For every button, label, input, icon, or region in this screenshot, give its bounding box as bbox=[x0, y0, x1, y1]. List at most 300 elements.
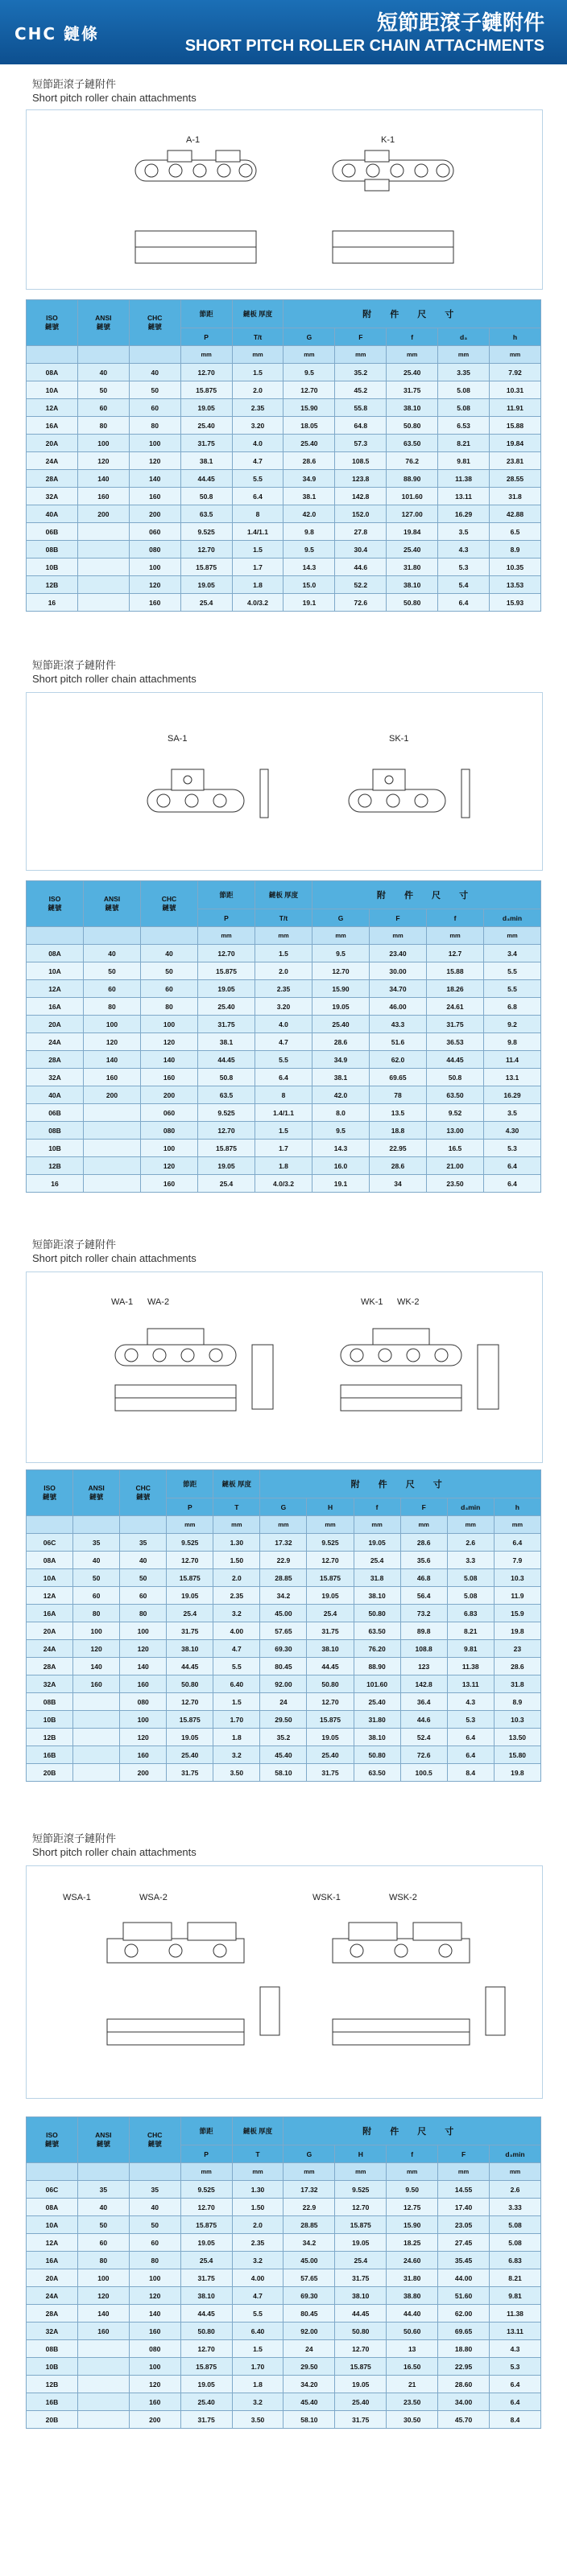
table-row bbox=[27, 2287, 541, 2305]
section-4-title bbox=[32, 1833, 197, 1859]
unit-cell: mm bbox=[213, 1516, 260, 1534]
table-cell: 89.8 bbox=[400, 1622, 447, 1640]
table-cell: 123 bbox=[400, 1658, 447, 1675]
unit-cell: mm bbox=[180, 2163, 232, 2181]
unit-cell: mm bbox=[232, 2163, 284, 2181]
table-row bbox=[27, 1640, 541, 1658]
table-cell: 100.5 bbox=[400, 1764, 447, 1782]
table-cell: 6.8 bbox=[484, 998, 541, 1016]
table-cell bbox=[77, 2376, 129, 2393]
table-cell: 23.50 bbox=[387, 2393, 438, 2411]
table-cell: 2.0 bbox=[232, 2216, 284, 2234]
table-cell: 10.3 bbox=[494, 1569, 540, 1587]
table-cell bbox=[73, 1693, 120, 1711]
table-cell: 13.50 bbox=[494, 1729, 540, 1746]
table-cell: 100 bbox=[129, 558, 180, 576]
table-cell: 8.0 bbox=[312, 1104, 370, 1122]
table-cell: 123.8 bbox=[335, 470, 387, 488]
table-row bbox=[27, 1675, 541, 1693]
table-cell: 3.35 bbox=[438, 364, 490, 381]
table-cell: 16A bbox=[27, 998, 84, 1016]
table-cell: 24A bbox=[27, 452, 78, 470]
table-row bbox=[27, 1016, 541, 1033]
table-cell: 15.875 bbox=[167, 1569, 213, 1587]
table-row bbox=[27, 1552, 541, 1569]
table-cell bbox=[77, 2393, 129, 2411]
table-cell: 23.50 bbox=[427, 1175, 484, 1193]
table-cell: 160 bbox=[84, 1069, 141, 1086]
table-cell: 3.5 bbox=[484, 1104, 541, 1122]
table-header-row bbox=[27, 881, 541, 909]
table-cell: 43.3 bbox=[370, 1016, 427, 1033]
table-cell: 80 bbox=[129, 2252, 180, 2269]
table-cell: 10B bbox=[27, 558, 78, 576]
header-cell: ANSI 鏈號 bbox=[77, 300, 129, 346]
table-cell: 10B bbox=[27, 2358, 78, 2376]
table-cell: 16A bbox=[27, 2252, 78, 2269]
table-cell: 9.81 bbox=[438, 452, 490, 470]
table-cell: 3.20 bbox=[255, 998, 312, 1016]
table-cell: 20B bbox=[27, 1764, 73, 1782]
table-cell: 2.6 bbox=[447, 1534, 494, 1552]
table-cell: 63.50 bbox=[354, 1622, 400, 1640]
table-cell: 35.2 bbox=[335, 364, 387, 381]
table-row bbox=[27, 1051, 541, 1069]
table-cell: 3.50 bbox=[232, 2411, 284, 2429]
table-cell: 4.0/3.2 bbox=[232, 594, 284, 612]
drawing-label-wsa1: WSA-1 bbox=[63, 1893, 91, 1902]
table-cell: 4.7 bbox=[232, 2287, 284, 2305]
table-cell: 45.2 bbox=[335, 381, 387, 399]
table-cell: 12A bbox=[27, 2234, 78, 2252]
table-cell: 18.80 bbox=[438, 2340, 490, 2358]
table-cell: 9.5 bbox=[284, 364, 335, 381]
table-units-row bbox=[27, 1516, 541, 1534]
table-header-row bbox=[27, 2117, 541, 2145]
table-cell: 19.05 bbox=[180, 576, 232, 594]
table-cell: 46.00 bbox=[370, 998, 427, 1016]
header-cell: 鏈板 厚度 bbox=[213, 1470, 260, 1498]
table-cell: 50.80 bbox=[387, 594, 438, 612]
table-cell: 10.31 bbox=[490, 381, 541, 399]
header-cell: ANSI 鏈號 bbox=[73, 1470, 120, 1516]
unit-cell: mm bbox=[335, 2163, 387, 2181]
table-cell: 5.4 bbox=[438, 576, 490, 594]
table-cell: 15.875 bbox=[180, 381, 232, 399]
table-cell: 34 bbox=[370, 1175, 427, 1193]
table-cell: 15.88 bbox=[427, 962, 484, 980]
table-cell: 29.50 bbox=[284, 2358, 335, 2376]
table-cell: 160 bbox=[129, 594, 180, 612]
subheader-cell: T/t bbox=[232, 328, 284, 346]
table-cell: 25.40 bbox=[387, 541, 438, 558]
table-cell: 100 bbox=[129, 2358, 180, 2376]
table-cell: 92.00 bbox=[260, 1675, 307, 1693]
table-cell: 25.40 bbox=[387, 364, 438, 381]
table-cell: 2.0 bbox=[255, 962, 312, 980]
table-cell: 24A bbox=[27, 1033, 84, 1051]
table-cell: 50 bbox=[77, 2216, 129, 2234]
table-row bbox=[27, 2393, 541, 2411]
section-2-table bbox=[26, 880, 541, 1193]
table-cell: 38.10 bbox=[307, 1640, 354, 1658]
section-4-table bbox=[26, 2116, 541, 2429]
table-cell: 60 bbox=[77, 399, 129, 417]
table-row bbox=[27, 576, 541, 594]
attachment-dimensions-header: 附 件 尺 寸 bbox=[260, 1470, 541, 1498]
table-cell: 120 bbox=[120, 1640, 167, 1658]
table-cell: 6.83 bbox=[490, 2252, 541, 2269]
table-cell: 69.65 bbox=[438, 2323, 490, 2340]
table-cell: 12A bbox=[27, 1587, 73, 1605]
attachment-dimensions-header: 附 件 尺 寸 bbox=[312, 881, 541, 909]
unit-cell: mm bbox=[167, 1516, 213, 1534]
table-cell: 160 bbox=[120, 1746, 167, 1764]
drawing-label-wa2: WA-2 bbox=[147, 1297, 170, 1307]
table-cell: 200 bbox=[141, 1086, 198, 1104]
table-cell: 22.9 bbox=[284, 2199, 335, 2216]
unit-cell: mm bbox=[198, 927, 255, 945]
table-cell: 20A bbox=[27, 435, 78, 452]
table-cell: 16B bbox=[27, 2393, 78, 2411]
table-cell: 140 bbox=[77, 2305, 129, 2323]
table-cell: 92.00 bbox=[284, 2323, 335, 2340]
table-cell: 9.5 bbox=[312, 1122, 370, 1140]
table-cell: 2.35 bbox=[232, 2234, 284, 2252]
table-cell: 35 bbox=[77, 2181, 129, 2199]
unit-cell: mm bbox=[438, 2163, 490, 2181]
table-cell: 15.875 bbox=[307, 1569, 354, 1587]
table-cell: 63.50 bbox=[354, 1764, 400, 1782]
table-cell: 16.0 bbox=[312, 1157, 370, 1175]
table-cell: 80 bbox=[129, 417, 180, 435]
table-cell: 38.10 bbox=[167, 1640, 213, 1658]
table-cell: 08A bbox=[27, 2199, 78, 2216]
table-row bbox=[27, 1587, 541, 1605]
table-cell: 5.5 bbox=[255, 1051, 312, 1069]
table-cell: 20A bbox=[27, 1622, 73, 1640]
table-cell: 1.70 bbox=[213, 1711, 260, 1729]
table-cell: 31.8 bbox=[494, 1675, 540, 1693]
table-cell: 06B bbox=[27, 523, 78, 541]
section-1-title bbox=[32, 79, 197, 105]
table-cell: 6.4 bbox=[484, 1175, 541, 1193]
table-cell bbox=[77, 541, 129, 558]
subheader-cell: H bbox=[307, 1498, 354, 1516]
section-1-drawing bbox=[26, 109, 543, 290]
table-cell bbox=[77, 2358, 129, 2376]
table-cell: 11.91 bbox=[490, 399, 541, 417]
table-cell: 32A bbox=[27, 1675, 73, 1693]
table-cell: 19.05 bbox=[167, 1587, 213, 1605]
subheader-cell: G bbox=[284, 328, 335, 346]
table-cell: 06C bbox=[27, 2181, 78, 2199]
table-cell: 10.35 bbox=[490, 558, 541, 576]
table-cell: 9.8 bbox=[284, 523, 335, 541]
table-cell: 08B bbox=[27, 2340, 78, 2358]
unit-cell: mm bbox=[490, 2163, 541, 2181]
table-cell: 152.0 bbox=[335, 505, 387, 523]
table-cell: 1.7 bbox=[255, 1140, 312, 1157]
table-row bbox=[27, 2181, 541, 2199]
drawing-label-wa1: WA-1 bbox=[111, 1297, 134, 1307]
unit-cell: mm bbox=[232, 346, 284, 364]
table-cell: 12.70 bbox=[180, 2340, 232, 2358]
table-cell: 160 bbox=[120, 1675, 167, 1693]
table-cell: 80 bbox=[120, 1605, 167, 1622]
table-cell: 120 bbox=[73, 1640, 120, 1658]
table-cell: 38.10 bbox=[354, 1587, 400, 1605]
table-cell: 9.525 bbox=[180, 523, 232, 541]
table-cell: 6.4 bbox=[494, 1534, 540, 1552]
table-cell: 31.80 bbox=[387, 2269, 438, 2287]
table-row bbox=[27, 2323, 541, 2340]
table-cell: 15.875 bbox=[307, 1711, 354, 1729]
table-cell bbox=[84, 1140, 141, 1157]
table-cell: 50 bbox=[73, 1569, 120, 1587]
table-cell: 140 bbox=[129, 470, 180, 488]
table-row bbox=[27, 1175, 541, 1193]
table-cell: 13.11 bbox=[438, 488, 490, 505]
table-cell: 10.3 bbox=[494, 1711, 540, 1729]
header-cell: CHC 鏈號 bbox=[129, 300, 180, 346]
attachment-dimensions-header: 附 件 尺 寸 bbox=[284, 300, 541, 328]
table-cell: 31.75 bbox=[387, 381, 438, 399]
table-cell: 15.80 bbox=[494, 1746, 540, 1764]
table-cell: 3.20 bbox=[232, 417, 284, 435]
table-cell: 120 bbox=[84, 1033, 141, 1051]
table-cell bbox=[77, 523, 129, 541]
table-cell: 35.45 bbox=[438, 2252, 490, 2269]
table-cell: 27.8 bbox=[335, 523, 387, 541]
header-cell: 節距 bbox=[167, 1470, 213, 1498]
table-cell: 52.4 bbox=[400, 1729, 447, 1746]
table-cell: 140 bbox=[73, 1658, 120, 1675]
table-cell: 12B bbox=[27, 576, 78, 594]
subheader-cell: d₃min bbox=[447, 1498, 494, 1516]
table-cell: 31.75 bbox=[307, 1622, 354, 1640]
table-cell: 127.00 bbox=[387, 505, 438, 523]
section-1-title-zh: 短節距滾子鏈附件 bbox=[32, 79, 117, 91]
table-cell: 160 bbox=[77, 488, 129, 505]
table-cell: 31.75 bbox=[167, 1764, 213, 1782]
table-cell: 25.4 bbox=[180, 594, 232, 612]
table-cell: 160 bbox=[129, 2393, 180, 2411]
table-cell: 1.4/1.1 bbox=[255, 1104, 312, 1122]
table-row bbox=[27, 1746, 541, 1764]
unit-cell: mm bbox=[260, 1516, 307, 1534]
table-cell: 28.6 bbox=[312, 1033, 370, 1051]
table-cell: 60 bbox=[84, 980, 141, 998]
unit-cell: mm bbox=[354, 1516, 400, 1534]
table-cell: 34.2 bbox=[284, 2234, 335, 2252]
table-cell: 31.75 bbox=[335, 2269, 387, 2287]
table-cell: 38.1 bbox=[284, 488, 335, 505]
table-cell: 45.40 bbox=[260, 1746, 307, 1764]
header-cell: ISO 鏈號 bbox=[27, 1470, 73, 1516]
table-cell: 10A bbox=[27, 2216, 78, 2234]
table-cell: 11.38 bbox=[438, 470, 490, 488]
table-cell: 3.33 bbox=[490, 2199, 541, 2216]
table-cell: 29.50 bbox=[260, 1711, 307, 1729]
table-cell: 4.3 bbox=[447, 1693, 494, 1711]
table-cell: 100 bbox=[77, 435, 129, 452]
table-row bbox=[27, 2199, 541, 2216]
table-cell: 19.05 bbox=[180, 2234, 232, 2252]
table-cell: 14.55 bbox=[438, 2181, 490, 2199]
table-cell: 24A bbox=[27, 2287, 78, 2305]
table-cell bbox=[73, 1764, 120, 1782]
table-row bbox=[27, 1711, 541, 1729]
table-cell: 30.50 bbox=[387, 2411, 438, 2429]
table-cell: 6.4 bbox=[255, 1069, 312, 1086]
table-row bbox=[27, 1069, 541, 1086]
table-cell: 80 bbox=[73, 1605, 120, 1622]
table-cell: 17.32 bbox=[260, 1534, 307, 1552]
table-cell: 22.95 bbox=[370, 1140, 427, 1157]
table-cell: 15.90 bbox=[312, 980, 370, 998]
drawing-label-wk1: WK-1 bbox=[361, 1297, 383, 1307]
table-cell: 4.0 bbox=[255, 1016, 312, 1033]
table-row bbox=[27, 1104, 541, 1122]
table-cell: 1.70 bbox=[232, 2358, 284, 2376]
table-cell: 19.84 bbox=[490, 435, 541, 452]
drawing-label-sa1: SA-1 bbox=[168, 734, 188, 744]
subheader-cell: F bbox=[370, 909, 427, 927]
subheader-cell: h bbox=[490, 328, 541, 346]
table-cell: 8.9 bbox=[494, 1693, 540, 1711]
unit-cell bbox=[84, 927, 141, 945]
table-row bbox=[27, 1140, 541, 1157]
table-cell: 12.70 bbox=[284, 381, 335, 399]
table-cell: 9.81 bbox=[447, 1640, 494, 1658]
table-row bbox=[27, 470, 541, 488]
table-cell: 16 bbox=[27, 1175, 84, 1193]
table-cell: 12B bbox=[27, 2376, 78, 2393]
unit-cell bbox=[27, 346, 78, 364]
table-cell: 6.4 bbox=[447, 1746, 494, 1764]
table-cell: 15.875 bbox=[180, 558, 232, 576]
table-cell: 80 bbox=[84, 998, 141, 1016]
table-cell: 28.60 bbox=[438, 2376, 490, 2393]
unit-cell bbox=[129, 2163, 180, 2181]
table-cell: 50.8 bbox=[180, 488, 232, 505]
table-cell: 16A bbox=[27, 417, 78, 435]
table-cell: 55.8 bbox=[335, 399, 387, 417]
drawing-label-sk1: SK-1 bbox=[389, 734, 409, 744]
table-cell: 35.2 bbox=[260, 1729, 307, 1746]
table-cell: 28A bbox=[27, 2305, 78, 2323]
table-cell: 30.00 bbox=[370, 962, 427, 980]
table-cell: 50 bbox=[77, 381, 129, 399]
table-cell: 13.11 bbox=[490, 2323, 541, 2340]
unit-cell: mm bbox=[427, 927, 484, 945]
table-cell: 3.2 bbox=[232, 2252, 284, 2269]
table-cell: 18.8 bbox=[370, 1122, 427, 1140]
table-cell bbox=[73, 1746, 120, 1764]
table-cell: 120 bbox=[129, 2287, 180, 2305]
table-row bbox=[27, 1569, 541, 1587]
table-cell: 6.4 bbox=[490, 2376, 541, 2393]
table-cell: 13.5 bbox=[370, 1104, 427, 1122]
table-cell bbox=[77, 558, 129, 576]
table-cell: 12.70 bbox=[180, 541, 232, 558]
table-cell: 080 bbox=[129, 541, 180, 558]
table-cell: 63.50 bbox=[427, 1086, 484, 1104]
table-cell: 160 bbox=[141, 1069, 198, 1086]
table-cell: 63.50 bbox=[387, 435, 438, 452]
table-cell bbox=[84, 1122, 141, 1140]
table-header-row bbox=[27, 300, 541, 328]
table-row bbox=[27, 452, 541, 470]
table-cell: 28.6 bbox=[400, 1534, 447, 1552]
table-cell: 5.08 bbox=[438, 399, 490, 417]
table-row bbox=[27, 399, 541, 417]
unit-cell: mm bbox=[387, 2163, 438, 2181]
title-english: SHORT PITCH ROLLER CHAIN ATTACHMENTS bbox=[184, 37, 544, 55]
table-cell: 72.6 bbox=[400, 1746, 447, 1764]
table-cell: 12.70 bbox=[335, 2340, 387, 2358]
table-row bbox=[27, 364, 541, 381]
table-cell: 15.875 bbox=[180, 2216, 232, 2234]
table-cell: 50.60 bbox=[387, 2323, 438, 2340]
table-cell: 15.875 bbox=[198, 962, 255, 980]
table-cell: 51.6 bbox=[370, 1033, 427, 1051]
table-cell: 62.00 bbox=[438, 2305, 490, 2323]
table-cell: 32A bbox=[27, 1069, 84, 1086]
header-cell: 鏈板 厚度 bbox=[232, 2117, 284, 2145]
table-cell: 69.30 bbox=[284, 2287, 335, 2305]
table-cell: 5.08 bbox=[438, 381, 490, 399]
table-cell: 44.6 bbox=[400, 1711, 447, 1729]
table-cell: 4.7 bbox=[255, 1033, 312, 1051]
table-cell: 08B bbox=[27, 1693, 73, 1711]
header-cell: 鏈板 厚度 bbox=[255, 881, 312, 909]
section-2-title bbox=[32, 660, 197, 686]
table-cell: 72.6 bbox=[335, 594, 387, 612]
table-cell: 63.5 bbox=[198, 1086, 255, 1104]
table-cell: 51.60 bbox=[438, 2287, 490, 2305]
table-cell: 25.4 bbox=[198, 1175, 255, 1193]
table-cell: 50 bbox=[84, 962, 141, 980]
table-header-row bbox=[27, 1470, 541, 1498]
table-cell: 40 bbox=[77, 364, 129, 381]
table-cell: 9.52 bbox=[427, 1104, 484, 1122]
table-row bbox=[27, 2252, 541, 2269]
unit-cell: mm bbox=[484, 927, 541, 945]
section-4-title-en: Short pitch roller chain attachments bbox=[32, 1846, 197, 1858]
table-cell: 56.4 bbox=[400, 1587, 447, 1605]
table-cell: 19.05 bbox=[307, 1587, 354, 1605]
table-cell: 9.8 bbox=[484, 1033, 541, 1051]
table-cell: 6.4 bbox=[438, 594, 490, 612]
unit-cell bbox=[27, 1516, 73, 1534]
table-cell: 40 bbox=[73, 1552, 120, 1569]
header-cell: ISO 鏈號 bbox=[27, 881, 84, 927]
table-cell: 23.81 bbox=[490, 452, 541, 470]
table-cell: 5.08 bbox=[447, 1587, 494, 1605]
table-cell: 31.80 bbox=[387, 558, 438, 576]
table-cell: 12.70 bbox=[307, 1552, 354, 1569]
unit-cell: mm bbox=[400, 1516, 447, 1534]
table-cell: 38.1 bbox=[180, 452, 232, 470]
table-cell: 57.65 bbox=[260, 1622, 307, 1640]
table-cell: 3.5 bbox=[438, 523, 490, 541]
section-4-title-zh: 短節距滾子鏈附件 bbox=[32, 1833, 117, 1845]
table-row bbox=[27, 945, 541, 962]
table-cell: 200 bbox=[120, 1764, 167, 1782]
section-3-title bbox=[32, 1239, 197, 1265]
